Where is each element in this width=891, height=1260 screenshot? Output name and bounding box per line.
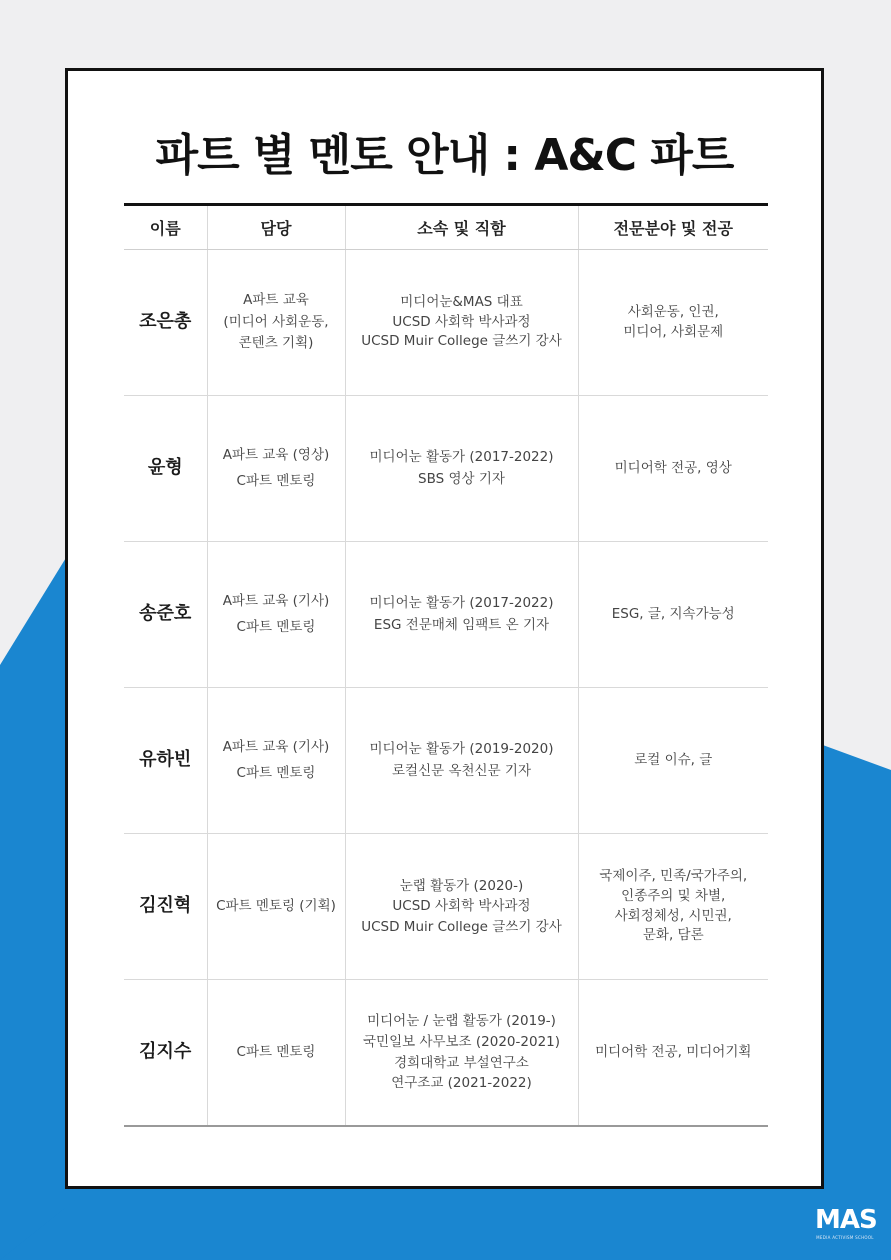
- affiliation-line: 국민일보 사무보조 (2020-2021): [362, 1033, 561, 1050]
- mentor-role: [207, 980, 345, 1127]
- role-line: C파트 멘토링: [236, 1043, 316, 1060]
- table-row: [124, 396, 768, 542]
- role-line: A파트 교육: [243, 292, 309, 309]
- table-row: [124, 834, 768, 980]
- logo-subtitle: MEDIA ACTIVISM SCHOOL: [816, 1235, 874, 1240]
- role-line: C파트 멘토링: [236, 618, 316, 635]
- affiliation-line: 미디어눈&MAS 대표: [400, 294, 523, 311]
- expertise-line: ESG, 글, 지속가능성: [611, 605, 735, 622]
- affiliation-line: 눈랩 활동가 (2020-): [399, 878, 524, 895]
- table-row: [124, 688, 768, 834]
- expertise-line: 로컬 이슈, 글: [634, 751, 713, 768]
- role-line: C파트 멘토링 (기획): [216, 897, 336, 914]
- mentor-expertise: [578, 250, 768, 396]
- role-line: (미디어 사회운동,: [223, 313, 329, 330]
- expertise-line: 사회운동, 인권,: [627, 303, 719, 320]
- mentor-affiliation: [345, 542, 578, 688]
- affiliation-line: 미디어눈 / 눈랩 활동가 (2019-): [367, 1012, 556, 1029]
- expertise-line: 사회정체성, 시민권,: [614, 907, 732, 924]
- mentor-affiliation: [345, 688, 578, 834]
- mentor-expertise: [578, 396, 768, 542]
- mentor-name: 조은총: [124, 250, 207, 396]
- affiliation-line: 미디어눈 활동가 (2017-2022): [369, 448, 554, 465]
- mentor-expertise: [578, 688, 768, 834]
- column-header-expertise: 전문분야 및 전공: [578, 205, 768, 250]
- table-row: [124, 980, 768, 1127]
- mentor-name: 송준호: [124, 542, 207, 688]
- page-title: 파트 별 멘토 안내 : A&C 파트: [155, 130, 734, 181]
- table-header-row: [124, 205, 768, 250]
- mentor-role: [207, 250, 345, 396]
- expertise-line: 미디어학 전공, 영상: [614, 459, 732, 476]
- mentor-name: 김진혁: [124, 834, 207, 980]
- mentor-role: [207, 834, 345, 980]
- role-line: 콘텐츠 기획): [238, 335, 314, 352]
- expertise-line: 미디어, 사회문제: [623, 323, 724, 340]
- mentor-affiliation: [345, 396, 578, 542]
- role-line: C파트 멘토링: [236, 472, 316, 489]
- mentor-card: [65, 68, 824, 1189]
- role-line: C파트 멘토링: [236, 764, 316, 781]
- mentor-name: 유하빈: [124, 688, 207, 834]
- affiliation-line: UCSD 사회학 박사과정: [392, 898, 531, 915]
- affiliation-line: UCSD Muir College 글쓰기 강사: [361, 333, 562, 350]
- expertise-line: 국제이주, 민족/국가주의,: [599, 868, 748, 885]
- mentor-name: 윤형: [124, 396, 207, 542]
- affiliation-line: 미디어눈 활동가 (2019-2020): [369, 740, 554, 757]
- affiliation-line: SBS 영상 기자: [418, 470, 505, 487]
- mentor-expertise: [578, 980, 768, 1127]
- affiliation-line: 경희대학교 부설연구소: [394, 1054, 529, 1071]
- affiliation-line: 미디어눈 활동가 (2017-2022): [369, 594, 554, 611]
- affiliation-line: ESG 전문매체 임팩트 온 기자: [373, 616, 550, 633]
- mentor-affiliation: [345, 250, 578, 396]
- mentor-expertise: [578, 542, 768, 688]
- mentor-role: [207, 542, 345, 688]
- mentor-expertise: [578, 834, 768, 980]
- expertise-line: 미디어학 전공, 미디어기획: [595, 1043, 752, 1060]
- affiliation-line: 연구조교 (2021-2022): [391, 1075, 532, 1092]
- table-row: [124, 250, 768, 396]
- mentor-role: [207, 396, 345, 542]
- expertise-line: 문화, 담론: [642, 927, 704, 944]
- mentor-affiliation: [345, 980, 578, 1127]
- logo-text: MAS: [815, 1205, 877, 1235]
- affiliation-line: UCSD Muir College 글쓰기 강사: [361, 918, 562, 935]
- mas-logo: [815, 1205, 875, 1247]
- role-line: A파트 교육 (영상): [222, 446, 330, 463]
- expertise-line: 인종주의 및 차별,: [621, 887, 726, 904]
- table-row: [124, 542, 768, 688]
- affiliation-line: UCSD 사회학 박사과정: [392, 313, 531, 330]
- mentor-name: 김지수: [124, 980, 207, 1127]
- role-line: A파트 교육 (기사): [222, 592, 330, 609]
- column-header-affiliation: 소속 및 직함: [345, 205, 578, 250]
- column-header-name: 이름: [124, 205, 207, 250]
- mentor-affiliation: [345, 834, 578, 980]
- mentor-role: [207, 688, 345, 834]
- role-line: A파트 교육 (기사): [222, 738, 330, 755]
- mentor-table: [124, 203, 768, 1127]
- affiliation-line: 로컬신문 옥천신문 기자: [392, 762, 531, 779]
- column-header-role: 담당: [207, 205, 345, 250]
